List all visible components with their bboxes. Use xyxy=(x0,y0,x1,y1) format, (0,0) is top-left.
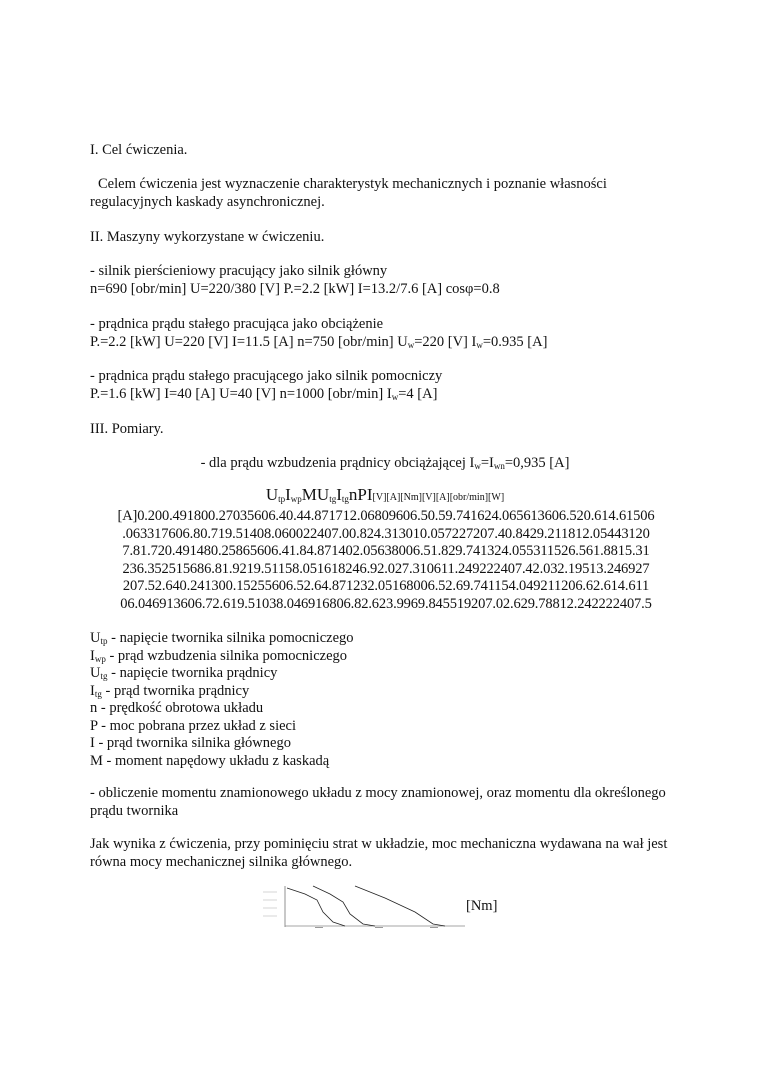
machine-1 xyxy=(90,263,680,298)
conclusion-paragraph: Jak wynika z ćwiczenia, przy pominięciu strat w układzie, moc mechaniczna wydawana na wał jest równa mocy mechanicznej silnika głównego. xyxy=(90,836,668,870)
table-row: [A]0.200.491800.27035606.40.44.871712.06809606.50.59.741624.065613606.520.614.61506 xyxy=(117,508,655,524)
machine-3-desc: - prądnica prądu stałego pracującego jako silnik pomocniczy xyxy=(90,368,443,384)
measurement-table xyxy=(86,508,686,613)
legend-item: I - prąd twornika silnika głównego xyxy=(90,735,291,751)
machine-2-params: P.=2.2 [kW] U=220 [V] I=11.5 [A] n=750 [obr/min] $U_w=220$ [V] $I_w=0.935$ [A] xyxy=(90,333,548,350)
table-row: 207.52.640.241300.15255606.52.64.871232.05168006.52.69.741154.049211206.62.614.611 xyxy=(122,578,650,594)
calculation-paragraph: - obliczenie momentu znamionowego układu z mocy znamionowej, oraz momentu dla określonego prądu twornika xyxy=(90,785,666,819)
machine-2 xyxy=(90,316,680,351)
section-3-title: III. Pomiary. xyxy=(90,421,164,437)
machine-1-desc: - silnik pierścieniowy pracujący jako silnik główny xyxy=(90,263,388,279)
machine-3-params: P.=1.6 [kW] I=40 [A] U=40 [V] n=1000 [obr/min] $I_w=4$ [A] xyxy=(90,385,438,402)
machine-2-desc: - prądnica prądu stałego pracująca jako obciążenie xyxy=(90,316,384,332)
table-row: 06.046913606.72.619.51038.046916806.82.623.9969.845519207.02.629.78812.242222407.5 xyxy=(120,595,652,612)
legend-item: $U_{tp}$ - napięcie twornika silnika pomocniczego xyxy=(90,630,354,646)
table-row: .063317606.80.719.51408.060022407.00.824.313010.057227207.40.8429.211812.05443120 xyxy=(122,525,650,542)
section-1-title: I. Cel ćwiczenia. xyxy=(90,142,188,158)
legend-item: $U_{tg}$ - napięcie twornika prądnicy xyxy=(90,665,278,681)
legend-item: M - moment napędowy układu z kaskadą xyxy=(90,752,330,769)
table-row: 7.81.720.491480.25865606.41.84.871402.05638006.51.829.741324.055311526.561.8815.31 xyxy=(122,543,650,559)
legend-item: $I_{tg}$ - prąd twornika prądnicy xyxy=(90,682,250,699)
machine-3 xyxy=(90,368,680,403)
symbol-legend xyxy=(90,630,680,770)
figure-unit-label: [Nm] xyxy=(466,898,498,914)
legend-item: $I_{wp}$ - prąd wzbudzenia silnika pomocniczego xyxy=(90,647,348,664)
torque-figure xyxy=(255,882,470,932)
goal-paragraph: Celem ćwiczenia jest wyznaczenie charakterystyk mechanicznych i poznanie własności regulacyjnych kaskady asynchronicznej. xyxy=(90,176,607,210)
machine-1-params: n=690 [obr/min] U=220/380 [V] P.=2.2 [kW] I=13.2/7.6 [A] cosφ=0.8 xyxy=(90,280,500,297)
section-2-title: II. Maszyny wykorzystane w ćwiczeniu. xyxy=(90,229,325,245)
measurement-caption: - dla prądu wzbudzenia prądnicy obciążającej $I_w=I_{wn}=0,935$ [A] xyxy=(200,455,570,471)
legend-item: P - moc pobrana przez układ z sieci xyxy=(90,717,297,734)
legend-item: n - prędkość obrotowa układu xyxy=(90,700,264,716)
table-row: 236.352515686.81.9219.51158.051618246.92.027.310611.249222407.42.032.19513.246927 xyxy=(122,560,650,577)
table-header: $U_{tp}I_{wp}MU_{tg}I_{tg}nPI[V][A][Nm][V][A][obr/\min][W]$ xyxy=(265,485,505,504)
